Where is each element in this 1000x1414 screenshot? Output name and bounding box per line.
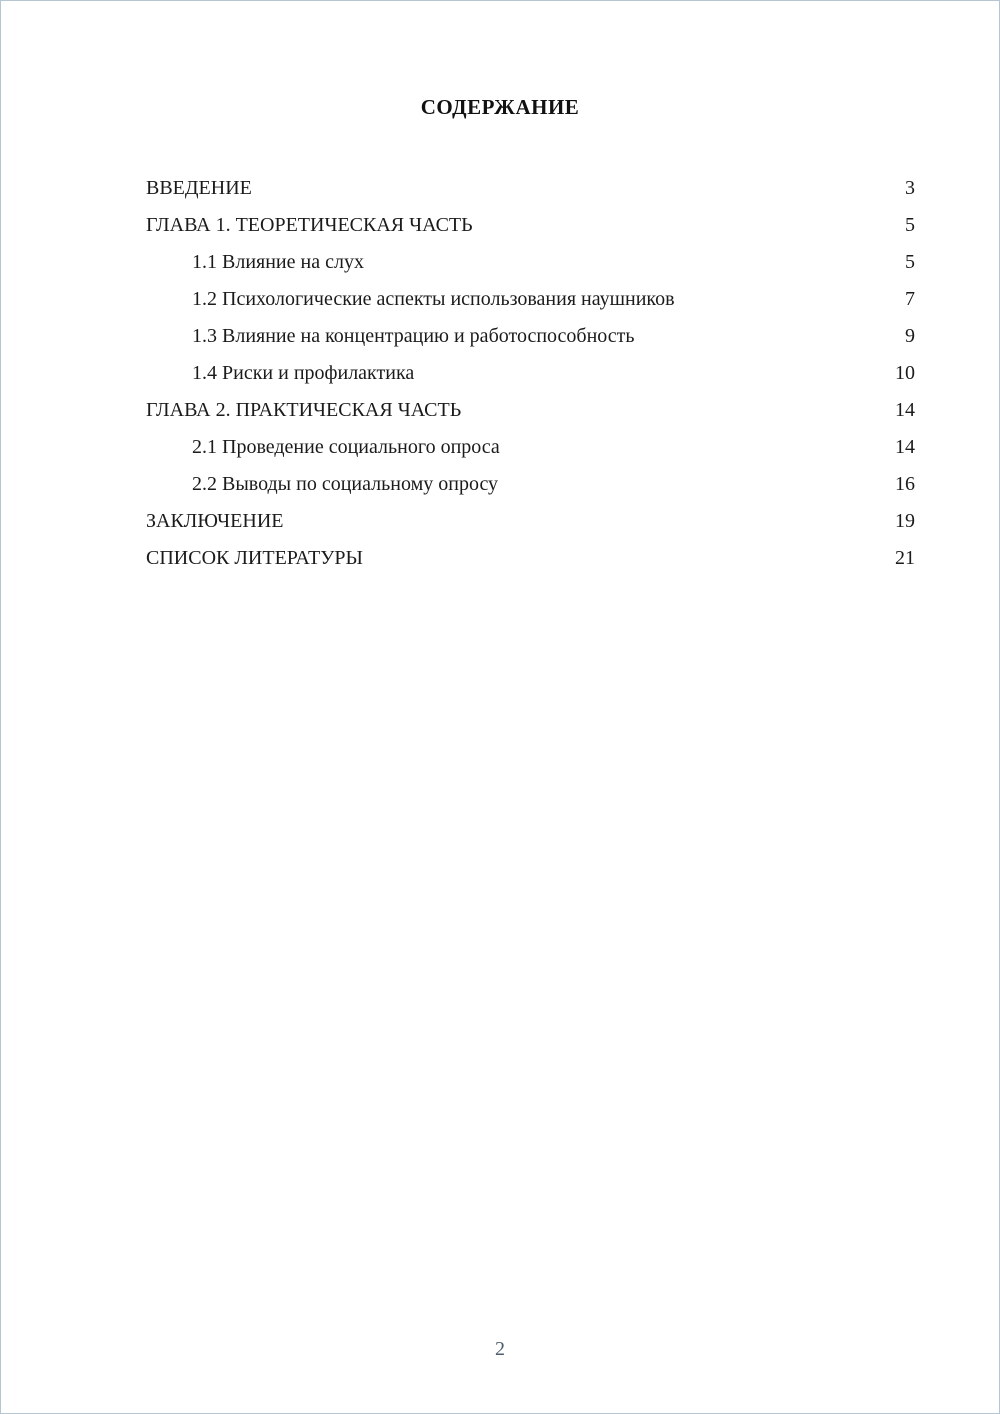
toc-entry-page-number: 5 [905,214,915,236]
toc-entry-page-number: 5 [905,251,915,273]
toc-row [146,429,915,466]
page-title: СОДЕРЖАНИЕ [420,95,580,119]
toc-entry-page-number: 21 [895,547,915,569]
toc-entry-page-number: 19 [895,510,915,532]
toc-row [146,244,915,281]
toc-row [146,392,915,429]
toc-row [146,318,915,355]
toc-entry-page-number: 14 [895,399,915,421]
toc-row [146,466,915,503]
toc-entry-label: 1.1 Влияние на слух [192,251,364,273]
toc-entry-label: ВВЕДЕНИЕ [146,177,252,199]
toc-entry-label: 1.4 Риски и профилактика [192,362,415,384]
toc-entry-label: СПИСОК ЛИТЕРАТУРЫ [146,547,363,569]
toc-entry-page-number: 9 [905,325,915,347]
toc-row [146,540,915,577]
toc-entry-page-number: 16 [895,473,915,495]
toc-entry-label: ЗАКЛЮЧЕНИЕ [146,510,284,532]
toc-row [146,503,915,540]
toc-entry-label: ГЛАВА 2. ПРАКТИЧЕСКАЯ ЧАСТЬ [146,399,462,421]
toc-entry-label: 1.3 Влияние на концентрацию и работоспособность [192,325,635,347]
toc-entry-label: 1.2 Психологические аспекты использования наушников [192,288,675,310]
toc-row [146,207,915,244]
toc-entry-label: 2.1 Проведение социального опроса [192,436,500,458]
page-number-footer: 2 [495,1338,505,1360]
toc-entry-label: ГЛАВА 1. ТЕОРЕТИЧЕСКАЯ ЧАСТЬ [146,214,473,236]
toc-row [146,281,915,318]
toc-row [146,355,915,392]
toc-entry-page-number: 3 [905,177,915,199]
toc-entry-label: 2.2 Выводы по социальному опросу [192,473,499,495]
toc-entry-page-number: 14 [895,436,915,458]
toc-row [146,170,915,207]
toc-entry-page-number: 7 [905,288,915,310]
toc-entry-page-number: 10 [895,362,915,384]
toc-list [1,170,999,577]
